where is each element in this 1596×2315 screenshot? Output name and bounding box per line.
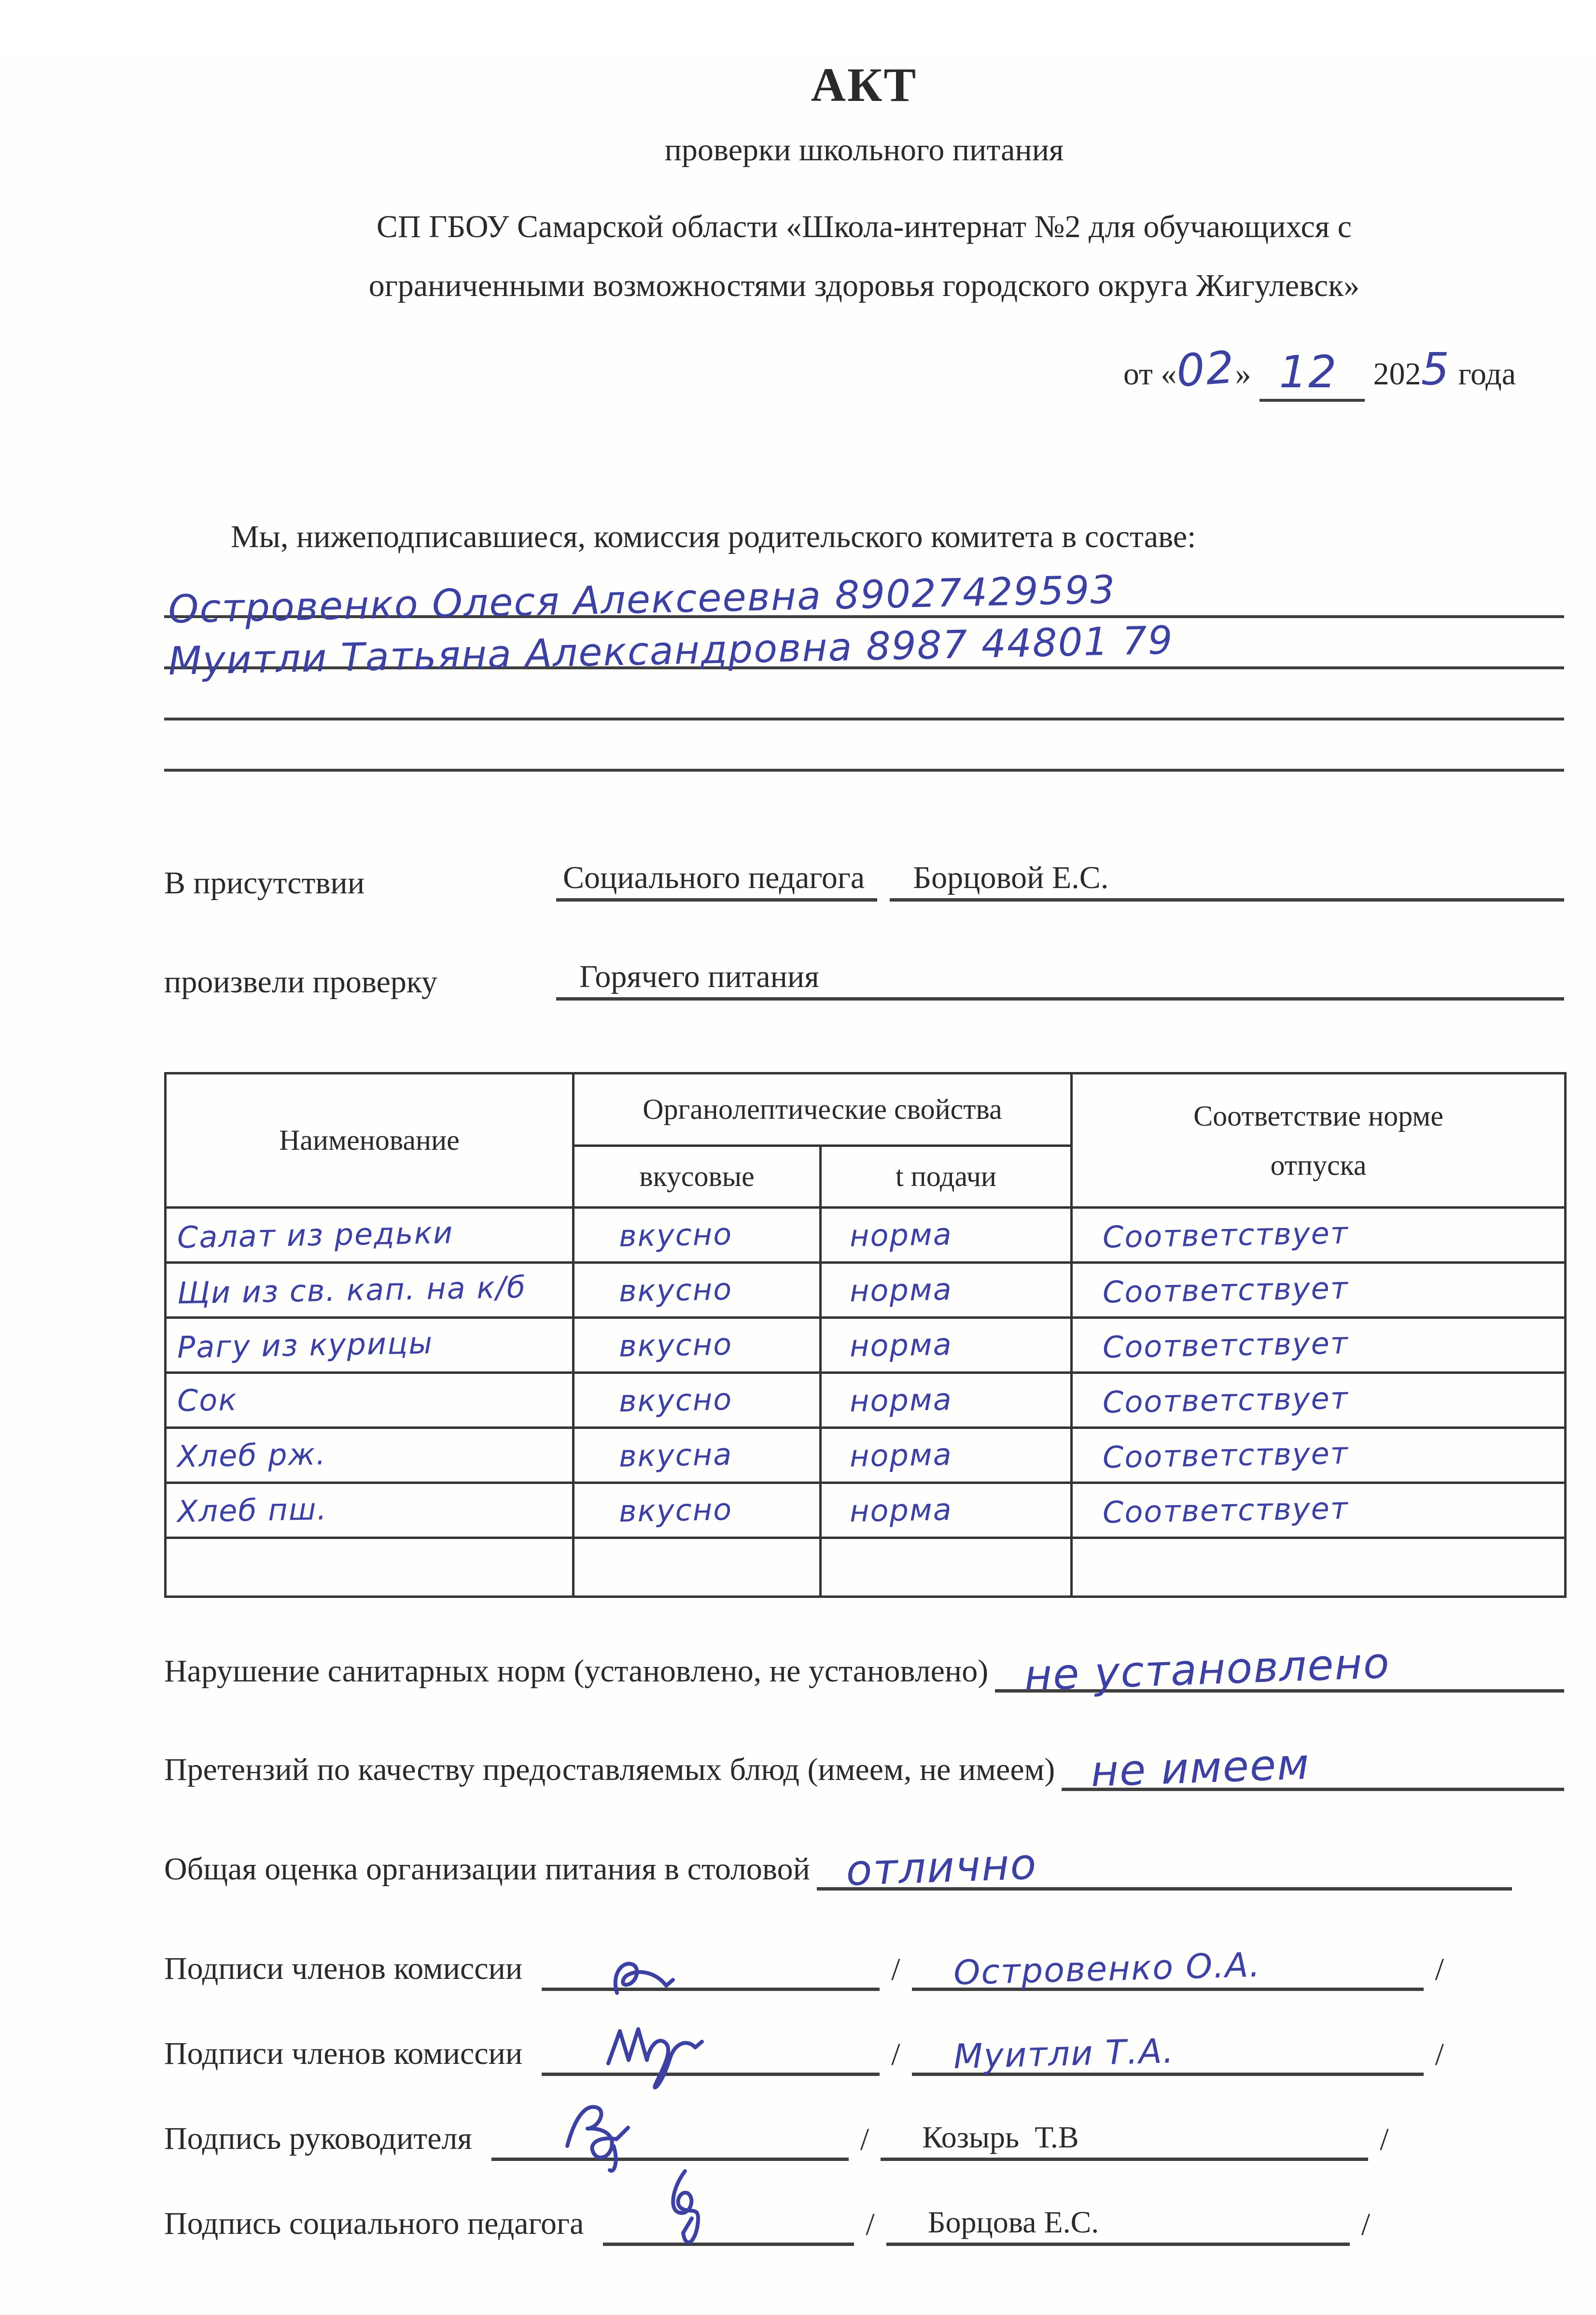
document-subtitle: проверки школьного питания <box>164 132 1564 169</box>
commission-member-2: Муитли Татьяна Александровна 8987 44801 79 <box>164 618 1174 684</box>
signature-name-line <box>912 2031 1424 2076</box>
overall-rating-label: Общая оценка организации питания в столовой <box>164 1851 810 1891</box>
signature-name: Муитли Т.А. <box>953 2031 1175 2076</box>
taste-value: вкусно <box>618 1492 732 1529</box>
signatures-section <box>164 1937 1564 2246</box>
taste-value: вкусно <box>618 1216 732 1254</box>
sanitary-violations-label: Нарушение санитарных норм (установлено, не установлено) <box>164 1653 988 1693</box>
table-row <box>166 1263 1566 1318</box>
column-header-name: Наименование <box>166 1073 574 1208</box>
norm-value: Соответствует <box>1102 1381 1349 1420</box>
document-date <box>164 343 1564 399</box>
norm-value: Соответствует <box>1102 1270 1349 1310</box>
sanitary-violations-line <box>995 1639 1564 1693</box>
presence-label: В присутствии <box>164 865 556 902</box>
column-header-taste: вкусовые <box>574 1146 821 1208</box>
taste-value: вкусно <box>618 1327 732 1364</box>
commission-member-line <box>164 567 1564 618</box>
norm-value: Соответствует <box>1102 1326 1349 1365</box>
slash-separator: / <box>880 2036 911 2076</box>
signature-name: Островенко О.А. <box>953 1945 1261 1993</box>
inspection-value: Горячего питания <box>556 959 1564 1001</box>
organization-name <box>164 198 1564 315</box>
temp-value: норма <box>849 1327 952 1364</box>
date-quote-close: » <box>1235 356 1251 392</box>
signature-line <box>491 2156 849 2161</box>
overall-rating-row <box>164 1837 1564 1891</box>
commission-member-1: Островенко Олеся Алексеевна 89027429593 <box>164 567 1117 632</box>
dish-name: Щи из св. кап. на к/б <box>177 1270 526 1311</box>
slash-separator: / <box>854 2206 886 2246</box>
commission-member-line-blank <box>164 720 1564 772</box>
document-content <box>164 57 1564 2246</box>
signature-label: Подпись социального педагога <box>164 2205 584 2246</box>
signature-name-line <box>886 2204 1350 2246</box>
taste-value: вкусна <box>618 1437 733 1474</box>
table-row <box>166 1208 1566 1263</box>
slash-separator: / <box>1424 2036 1456 2076</box>
date-prefix: от « <box>1123 356 1176 392</box>
inspection-row <box>164 959 1564 1001</box>
table-row <box>166 1318 1566 1373</box>
dish-name: Рагу из курицы <box>177 1326 433 1365</box>
column-header-organoleptic: Органолептические свойства <box>574 1073 1072 1146</box>
organization-name-line2: ограниченными возможностями здоровья городского округа Жигулевск» <box>164 256 1564 315</box>
date-month-handwritten: 12 <box>1260 346 1364 402</box>
column-header-temp: t подачи <box>821 1146 1072 1208</box>
signature-name-line <box>881 2119 1368 2161</box>
signature-line <box>542 2071 880 2076</box>
slash-separator: / <box>1350 2206 1382 2246</box>
commission-members <box>164 567 1564 772</box>
date-suffix: года <box>1458 356 1516 392</box>
signature-line <box>603 2241 854 2246</box>
sanitary-violations-row <box>164 1639 1564 1693</box>
document-title: АКТ <box>164 57 1564 113</box>
signature-name-line <box>912 1946 1424 1991</box>
presence-role: Социального педагога <box>556 860 877 902</box>
signature-row-social-teacher <box>164 2192 1564 2246</box>
food-check-table <box>164 1072 1567 1598</box>
quality-claims-line <box>1062 1738 1564 1791</box>
dish-name: Сок <box>177 1382 238 1418</box>
slash-separator: / <box>880 1951 911 1991</box>
norm-value: Соответствует <box>1102 1436 1349 1475</box>
norm-value: Соответствует <box>1102 1215 1349 1255</box>
temp-value: норма <box>849 1216 952 1254</box>
signature-name: Борцова Е.С. <box>928 2205 1099 2239</box>
date-day-handwritten: 02 <box>1175 341 1237 397</box>
signature-line <box>542 1986 880 1991</box>
quality-claims-value: не имеем <box>1090 1739 1311 1796</box>
date-year-printed: 202 <box>1373 356 1421 392</box>
temp-value: норма <box>849 1271 952 1309</box>
dish-name: Хлеб рж. <box>177 1436 326 1474</box>
commission-intro: Мы, нижеподписавшиеся, комиссия родительского комитета в составе: <box>164 519 1564 555</box>
signature-row-director <box>164 2107 1564 2161</box>
table-row <box>166 1483 1566 1538</box>
dish-name: Хлеб пш. <box>177 1491 327 1529</box>
signature-scribble <box>648 2168 755 2260</box>
signature-label: Подписи членов комиссии <box>164 1950 522 1991</box>
temp-value: норма <box>849 1382 952 1419</box>
taste-value: вкусно <box>618 1382 732 1419</box>
slash-separator: / <box>1424 1951 1456 1991</box>
inspection-label: произвели проверку <box>164 964 556 1001</box>
table-row <box>166 1373 1566 1428</box>
table-row <box>166 1428 1566 1483</box>
signature-row-member-2 <box>164 2022 1564 2076</box>
scanned-act-document <box>0 57 1596 2315</box>
signature-row-member-1 <box>164 1937 1564 1991</box>
column-header-norm: Соответствие норме отпуска <box>1072 1073 1566 1208</box>
norm-value: Соответствует <box>1102 1491 1349 1530</box>
signature-label: Подписи членов комиссии <box>164 2035 522 2076</box>
dish-name: Салат из редьки <box>177 1215 454 1255</box>
temp-value: норма <box>849 1492 952 1529</box>
signature-scribble <box>556 2098 691 2175</box>
table-row-empty <box>166 1538 1566 1597</box>
organization-name-line1: СП ГБОУ Самарской области «Школа-интернат №2 для обучающихся с <box>164 198 1564 256</box>
presence-row <box>164 860 1564 902</box>
signature-label: Подпись руководителя <box>164 2120 472 2161</box>
overall-rating-line <box>817 1837 1512 1891</box>
temp-value: норма <box>849 1437 952 1474</box>
taste-value: вкусно <box>618 1271 732 1309</box>
overall-rating-value: отлично <box>845 1839 1038 1895</box>
slash-separator: / <box>1368 2121 1400 2161</box>
presence-name: Борцовой Е.С. <box>890 860 1564 902</box>
date-year-handwritten: 5 <box>1421 343 1451 395</box>
signature-name: Козырь Т.В <box>922 2120 1078 2154</box>
sanitary-violations-value: не установлено <box>1023 1638 1391 1700</box>
quality-claims-label: Претензий по качеству предоставляемых блюд (имеем, не имеем) <box>164 1751 1055 1791</box>
quality-claims-row <box>164 1738 1564 1791</box>
slash-separator: / <box>849 2121 881 2161</box>
signature-scribble <box>602 1952 728 2005</box>
signature-scribble <box>602 2018 757 2090</box>
